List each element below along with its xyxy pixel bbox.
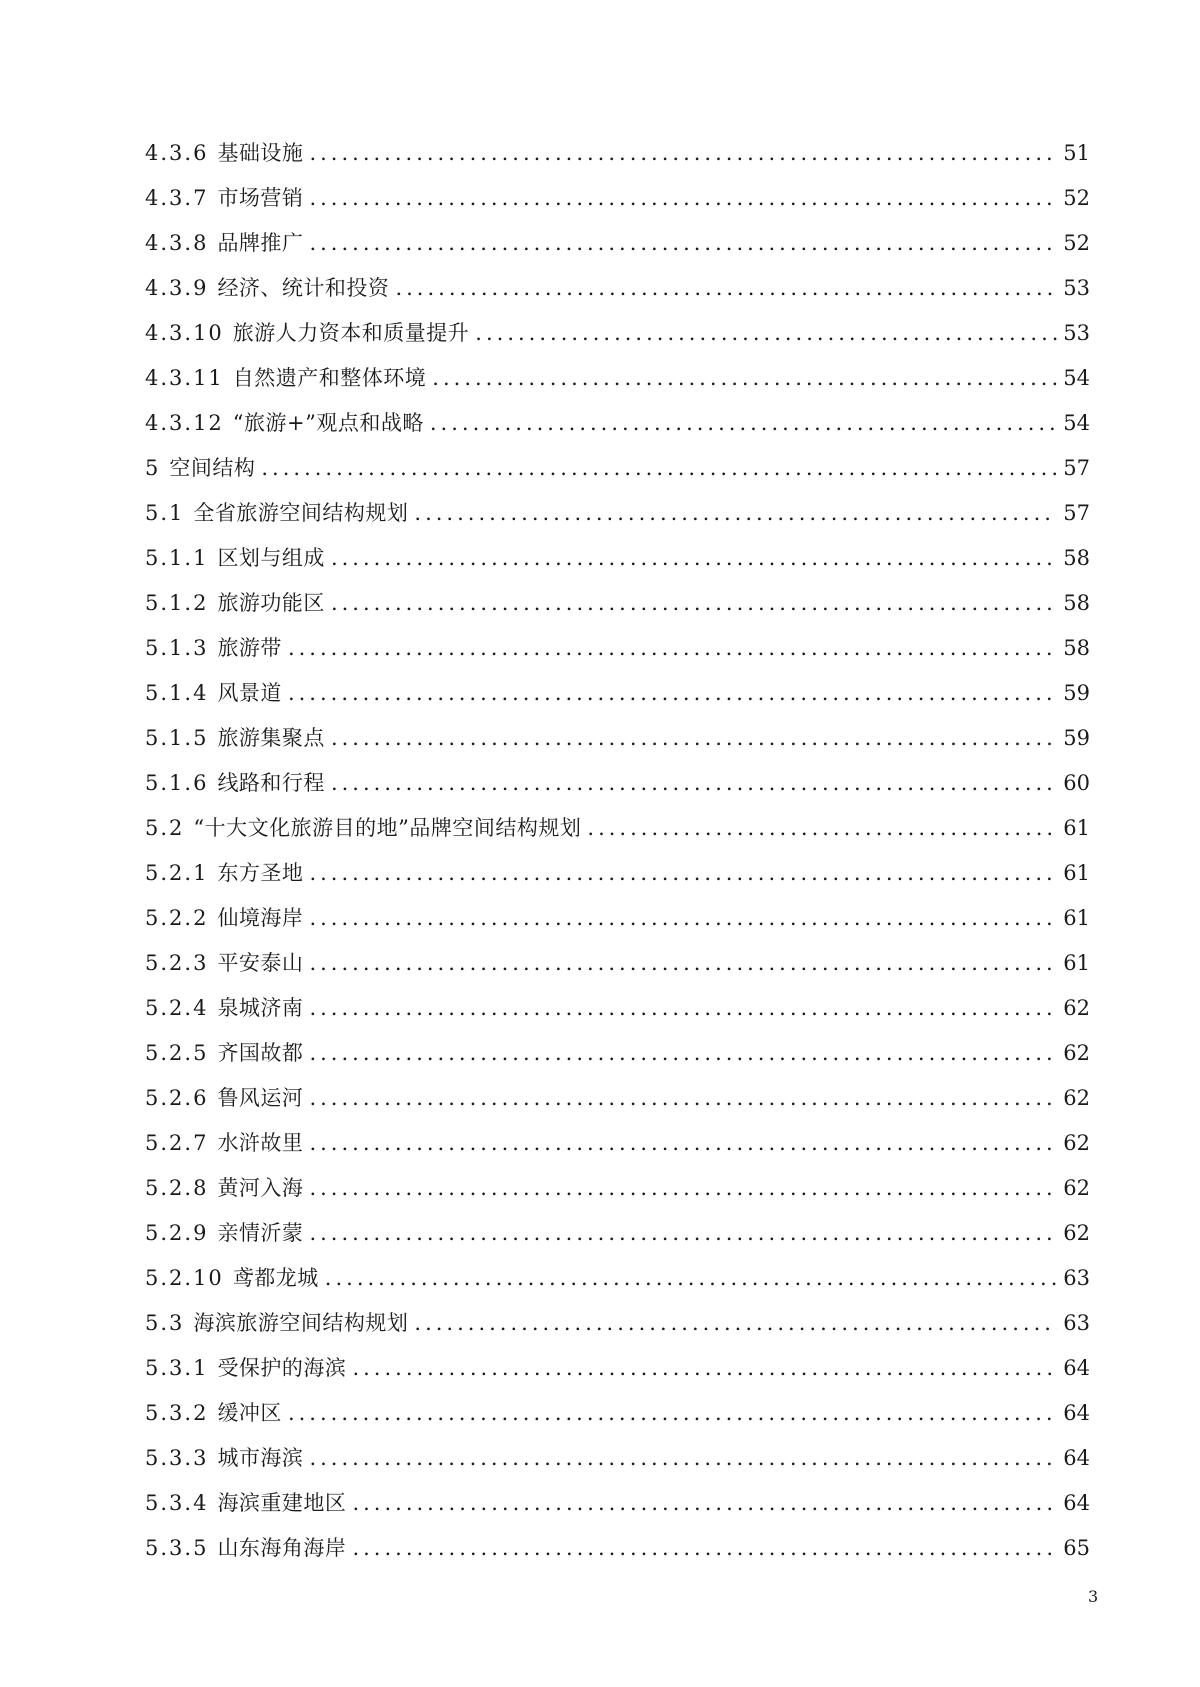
dot-leader (309, 1211, 1057, 1256)
dot-leader (288, 626, 1057, 671)
toc-entry-number: 5.1.1 (145, 546, 209, 570)
toc-entry-page: 57 (1063, 456, 1090, 480)
toc-entry[interactable] (145, 1121, 1090, 1166)
toc-entry-page: 61 (1063, 951, 1090, 975)
toc-entry-number: 5.2.4 (145, 996, 209, 1020)
toc-entry-page: 64 (1063, 1356, 1090, 1380)
toc-entry-page: 59 (1063, 726, 1090, 750)
toc-entry-title: 空间结构 (169, 456, 256, 480)
page-number: 3 (1088, 1587, 1099, 1606)
toc-entry-page: 58 (1063, 546, 1090, 570)
toc-entry-page: 62 (1063, 1041, 1090, 1065)
toc-entry[interactable] (145, 1211, 1090, 1256)
toc-entry-page: 59 (1063, 681, 1090, 705)
toc-entry-page: 60 (1063, 771, 1090, 795)
dot-leader (331, 581, 1057, 626)
toc-entry-page: 64 (1063, 1401, 1090, 1425)
toc-entry-page: 65 (1063, 1536, 1090, 1560)
toc-entry-page: 54 (1063, 411, 1090, 435)
toc-entry[interactable] (145, 626, 1090, 671)
dot-leader (309, 986, 1057, 1031)
toc-entry[interactable] (145, 671, 1090, 716)
toc-entry[interactable] (145, 1166, 1090, 1211)
toc-entry-number: 5.2.8 (145, 1176, 209, 1200)
dot-leader (352, 1346, 1057, 1391)
toc-entry-page: 57 (1063, 501, 1090, 525)
toc-entry-page: 53 (1063, 321, 1090, 345)
toc-entry[interactable] (145, 1346, 1090, 1391)
dot-leader (352, 1526, 1057, 1571)
toc-entry[interactable] (145, 1436, 1090, 1481)
toc-entry-number: 5.2.5 (145, 1041, 209, 1065)
dot-leader (331, 761, 1057, 806)
toc-entry-number: 4.3.12 (145, 411, 224, 435)
toc-entry[interactable] (145, 1391, 1090, 1436)
toc-entry-number: 5.1.5 (145, 726, 209, 750)
toc-entry-number: 5.2.6 (145, 1086, 209, 1110)
toc-entry-title: 亲情沂蒙 (217, 1221, 304, 1245)
toc-entry[interactable] (145, 1031, 1090, 1076)
toc-entry-number: 5.3.1 (145, 1356, 209, 1380)
toc-entry-title: 水浒故里 (217, 1131, 304, 1155)
toc-entry-page: 63 (1063, 1311, 1090, 1335)
toc-entry-title: 旅游带 (217, 636, 282, 660)
dot-leader (288, 671, 1057, 716)
dot-leader (325, 1256, 1057, 1301)
toc-entry-number: 5.2.10 (145, 1266, 224, 1290)
toc-entry[interactable] (145, 176, 1090, 221)
toc-entry-number: 5.2.9 (145, 1221, 209, 1245)
toc-entry[interactable] (145, 356, 1090, 401)
toc-entry[interactable] (145, 581, 1090, 626)
toc-entry-number: 5.1.3 (145, 636, 209, 660)
dot-leader (288, 1391, 1057, 1436)
toc-entry-page: 63 (1063, 1266, 1090, 1290)
toc-entry-number: 4.3.8 (145, 231, 209, 255)
toc-entry[interactable] (145, 131, 1090, 176)
toc-entry-number: 5.2.3 (145, 951, 209, 975)
toc-entry-title: “十大文化旅游目的地”品牌空间结构规划 (193, 816, 582, 840)
dot-leader (587, 806, 1057, 851)
dot-leader (430, 401, 1057, 446)
toc-entry-title: 基础设施 (217, 141, 304, 165)
toc-entry-number: 5.2.7 (145, 1131, 209, 1155)
toc-entry-page: 64 (1063, 1446, 1090, 1470)
toc-entry-title: 自然遗产和整体环境 (232, 366, 427, 390)
toc-entry-number: 5.3.4 (145, 1491, 209, 1515)
dot-leader (309, 896, 1057, 941)
toc-entry-title: 平安泰山 (217, 951, 304, 975)
toc-entry-title: 山东海角海岸 (217, 1536, 347, 1560)
dot-leader (309, 851, 1057, 896)
toc-entry-number: 5.1.6 (145, 771, 209, 795)
toc-entry-title: “旅游+”观点和战略 (232, 411, 424, 435)
dot-leader (261, 446, 1057, 491)
toc-entry-number: 4.3.10 (145, 321, 224, 345)
toc-entry-page: 62 (1063, 1086, 1090, 1110)
toc-entry-title: 海滨旅游空间结构规划 (193, 1311, 409, 1335)
toc-entry-page: 52 (1063, 186, 1090, 210)
toc-entry-page: 61 (1063, 816, 1090, 840)
toc-entry-title: 黄河入海 (217, 1176, 304, 1200)
toc-entry-page: 62 (1063, 1221, 1090, 1245)
dot-leader (331, 716, 1057, 761)
toc-entry[interactable] (145, 311, 1090, 356)
toc-entry-title: 泉城济南 (217, 996, 304, 1020)
toc-entry-page: 53 (1063, 276, 1090, 300)
toc-entry-number: 4.3.6 (145, 141, 209, 165)
dot-leader (395, 266, 1057, 311)
toc-entry-title: 仙境海岸 (217, 906, 304, 930)
toc-entry-number: 4.3.7 (145, 186, 209, 210)
toc-entry-title: 经济、统计和投资 (217, 276, 390, 300)
toc-entry-number: 5.3.2 (145, 1401, 209, 1425)
toc-entry-title: 缓冲区 (217, 1401, 282, 1425)
dot-leader (309, 176, 1057, 221)
dot-leader (309, 1166, 1057, 1211)
toc-entry-number: 5.2.1 (145, 861, 209, 885)
toc-entry-page: 58 (1063, 636, 1090, 660)
toc-entry-title: 市场营销 (217, 186, 304, 210)
toc-entry-number: 5.3.3 (145, 1446, 209, 1470)
toc-entry-number: 4.3.9 (145, 276, 209, 300)
dot-leader (309, 1031, 1057, 1076)
dot-leader (309, 1121, 1057, 1166)
toc-entry[interactable] (145, 806, 1090, 851)
toc-entry-page: 62 (1063, 996, 1090, 1020)
dot-leader (352, 1481, 1057, 1526)
dot-leader (414, 491, 1057, 536)
toc-entry[interactable] (145, 986, 1090, 1031)
toc-entry-number: 5.2.2 (145, 906, 209, 930)
toc-entry-page: 62 (1063, 1131, 1090, 1155)
toc-entry-page: 52 (1063, 231, 1090, 255)
toc-entry-number: 5.3.5 (145, 1536, 209, 1560)
toc-entry-title: 风景道 (217, 681, 282, 705)
dot-leader (309, 1076, 1057, 1121)
toc-entry-number: 5 (145, 456, 161, 480)
dot-leader (309, 221, 1057, 266)
toc-entry-title: 旅游功能区 (217, 591, 325, 615)
toc-entry-title: 全省旅游空间结构规划 (193, 501, 409, 525)
toc-entry[interactable] (145, 446, 1090, 491)
toc-entry[interactable] (145, 851, 1090, 896)
dot-leader (309, 1436, 1057, 1481)
toc-entry-page: 64 (1063, 1491, 1090, 1515)
toc-entry[interactable] (145, 1301, 1090, 1346)
toc-entry-title: 旅游人力资本和质量提升 (232, 321, 470, 345)
toc-entry-title: 品牌推广 (217, 231, 304, 255)
toc-entry[interactable] (145, 716, 1090, 761)
toc-entry-number: 5.1 (145, 501, 185, 525)
toc-entry[interactable] (145, 266, 1090, 311)
toc-entry-page: 58 (1063, 591, 1090, 615)
toc-entry-page: 51 (1063, 141, 1090, 165)
toc-entry[interactable] (145, 401, 1090, 446)
toc-entry-page: 62 (1063, 1176, 1090, 1200)
toc-entry[interactable] (145, 941, 1090, 986)
toc-entry[interactable] (145, 1481, 1090, 1526)
dot-leader (475, 311, 1057, 356)
toc-entry-title: 城市海滨 (217, 1446, 304, 1470)
toc-entry-title: 鸢都龙城 (232, 1266, 319, 1290)
toc-entry[interactable] (145, 536, 1090, 581)
toc-entry-title: 鲁风运河 (217, 1086, 304, 1110)
toc-entry-title: 受保护的海滨 (217, 1356, 347, 1380)
toc-entry-page: 61 (1063, 906, 1090, 930)
toc-entry-title: 线路和行程 (217, 771, 325, 795)
toc-entry-title: 区划与组成 (217, 546, 325, 570)
dot-leader (432, 356, 1057, 401)
toc-entry-title: 齐国故都 (217, 1041, 304, 1065)
dot-leader (309, 941, 1057, 986)
toc-entry-number: 5.2 (145, 816, 185, 840)
dot-leader (414, 1301, 1057, 1346)
toc-entry[interactable] (145, 491, 1090, 536)
toc-entry-title: 旅游集聚点 (217, 726, 325, 750)
toc-entry-page: 61 (1063, 861, 1090, 885)
toc-entry[interactable] (145, 761, 1090, 806)
dot-leader (331, 536, 1057, 581)
toc-entry-number: 5.1.4 (145, 681, 209, 705)
toc-entry[interactable] (145, 1526, 1090, 1571)
dot-leader (309, 131, 1057, 176)
toc-entry[interactable] (145, 221, 1090, 266)
toc-entry-title: 海滨重建地区 (217, 1491, 347, 1515)
toc-entry[interactable] (145, 896, 1090, 941)
toc-entry-number: 5.3 (145, 1311, 185, 1335)
toc-entry-number: 5.1.2 (145, 591, 209, 615)
toc-entry[interactable] (145, 1076, 1090, 1121)
toc-entry-page: 54 (1063, 366, 1090, 390)
toc-entry-number: 4.3.11 (145, 366, 224, 390)
toc-entry[interactable] (145, 1256, 1090, 1301)
toc-entry-title: 东方圣地 (217, 861, 304, 885)
table-of-contents (145, 131, 1090, 1571)
